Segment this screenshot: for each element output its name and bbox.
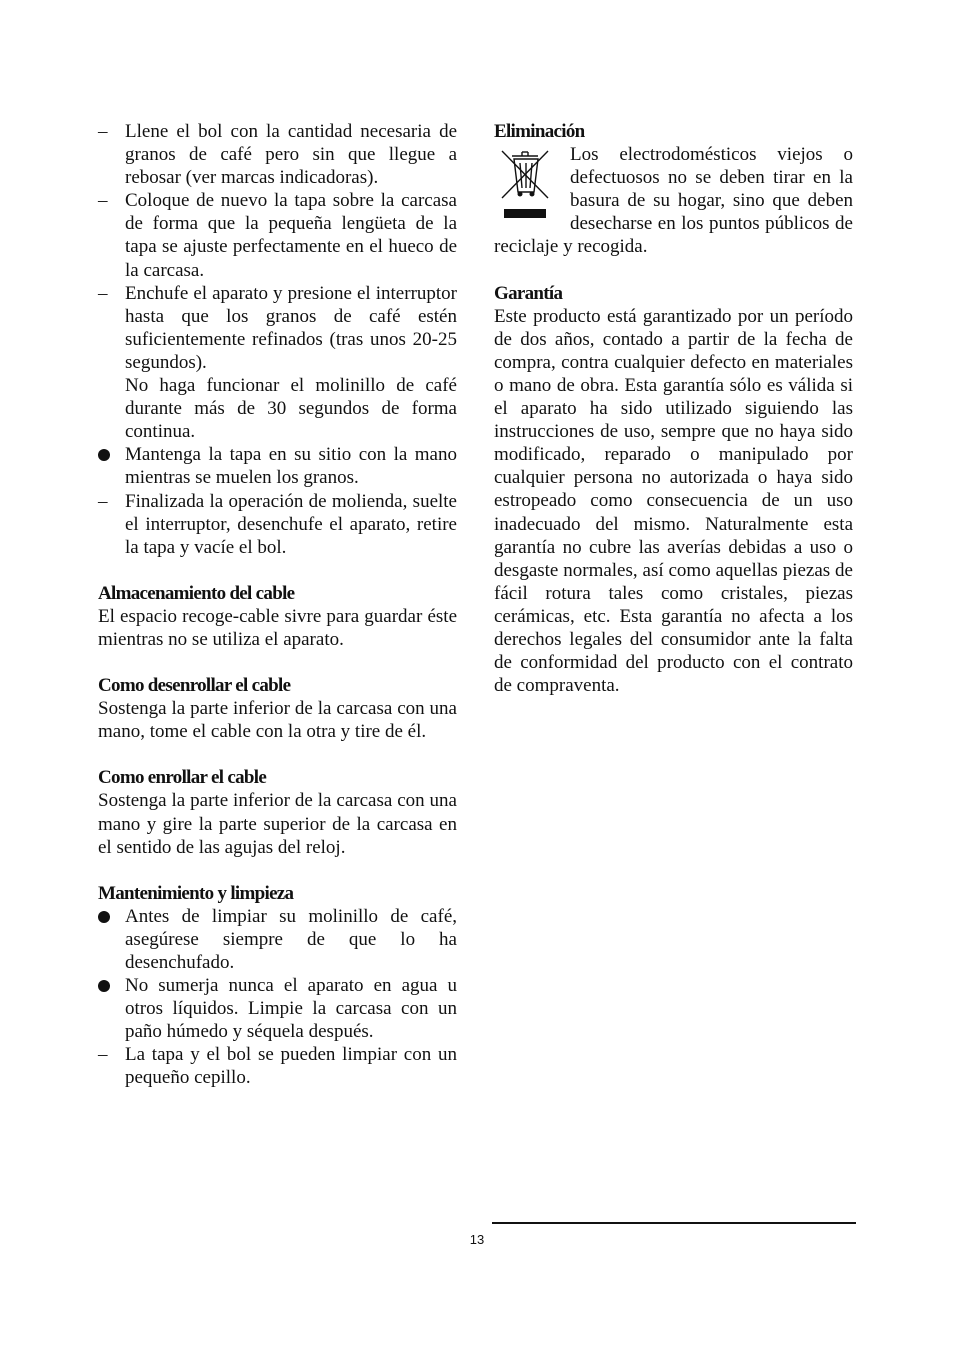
- dash-marker: –: [98, 490, 108, 512]
- list-item: [98, 490, 457, 559]
- list-item-text: La tapa y el bol se pueden limpiar con un pequeño cepillo.: [125, 1044, 457, 1089]
- list-item: [98, 974, 457, 1043]
- list-item-note: No haga funcionar el molinillo de café durante más de 30 segundos de forma continua.: [125, 375, 457, 443]
- maintenance-section: [98, 882, 457, 1090]
- cable-storage-section: [98, 582, 457, 651]
- dash-marker: –: [98, 121, 108, 142]
- disposal-section: [494, 120, 853, 259]
- section-heading: Almacenamiento del cable: [98, 582, 295, 604]
- section-heading: Como enrollar el cable: [98, 767, 267, 789]
- footer-divider: [492, 1222, 856, 1224]
- warranty-section: [494, 282, 853, 698]
- section-heading: Eliminación: [494, 121, 585, 142]
- list-item: [98, 905, 457, 974]
- warranty-paragraph: Este producto está garantizado por un período de dos años, contado a partir de la fecha de compra, contra cualquier defecto en materiales o mano de obra. Esta garantía sólo es válida si el aparato ha sido utilizado siguiendo las instrucciones de uso, sempre que no haya sido modificado, reparado o manipulado por cualquier persona no autorizada o haya sido estropeado como consecuencia de un uso inadecuado del mismo. Naturalmente esta garantía no cubre las averías debidas a uso o desgaste normales, así como aquellas piezas de fácil rotura tales como cristales, piezas cerámicas, etc. Esta garantía no afecta a los derechos legales del consumidor ante la falta de conformidad del producto con el contrato de compraventa.: [494, 305, 853, 697]
- section-paragraph: Sostenga la parte inferior de la carcasa con una mano y gire la parte superior de la carcasa en el sentido de las agujas del reloj.: [98, 790, 457, 858]
- dash-marker: –: [98, 282, 108, 304]
- section-paragraph: Sostenga la parte inferior de la carcasa con una mano, tome el cable con la otra y tire de él.: [98, 698, 457, 743]
- list-item-text: No sumerja nunca el aparato en agua u otros líquidos. Limpie la carcasa con un paño húmedo y séquela después.: [125, 975, 457, 1043]
- intro-steps-list: [98, 120, 457, 559]
- unwind-cable-section: [98, 674, 457, 743]
- wind-cable-section: [98, 766, 457, 858]
- disposal-paragraph: [494, 143, 853, 258]
- list-item: [98, 120, 457, 189]
- disposal-text: Los electrodomésticos viejos o defectuosos no se deben tirar en la basura de su hogar, sino que deben desecharse en los puntos públicos de reciclaje y recogida.: [494, 144, 853, 258]
- page-number: 13: [469, 1232, 485, 1247]
- list-item: [98, 189, 457, 281]
- section-heading: Garantía: [494, 282, 563, 304]
- list-item: [98, 1043, 457, 1089]
- list-item: [98, 282, 457, 444]
- list-item-text: Llene el bol con la cantidad necesaria de granos de café pero sin que llegue a rebosar (ver marcas indicadoras).: [125, 121, 457, 189]
- right-column: [494, 120, 853, 697]
- section-heading: Como desenrollar el cable: [98, 675, 291, 697]
- list-item-text: Antes de limpiar su molinillo de café, asegúrese siempre de que lo ha desenchufado.: [125, 905, 457, 973]
- dash-marker: –: [98, 190, 108, 212]
- dash-marker: –: [98, 1044, 108, 1066]
- section-paragraph: El espacio recoge-cable sivre para guardar éste mientras no se utiliza el aparato.: [98, 605, 457, 650]
- list-item-text: Coloque de nuevo la tapa sobre la carcasa de forma que la pequeña lengüeta de la tapa se ajuste perfectamente en el hueco de la carcasa.: [125, 190, 457, 281]
- bullet-dot-icon: [98, 974, 118, 998]
- list-item-text: Mantenga la tapa en su sitio con la mano mientras se muelen los granos.: [125, 444, 457, 489]
- section-heading: Mantenimiento y limpieza: [98, 882, 294, 904]
- left-column: [98, 120, 457, 1090]
- bullet-dot-icon: [98, 905, 118, 929]
- crossed-out-wheelie-bin-icon: [494, 146, 556, 222]
- bullet-dot-icon: [98, 443, 118, 467]
- list-item-text: Finalizada la operación de molienda, suelte el interruptor, desenchufe el aparato, retire la tapa y vacíe el bol.: [125, 490, 457, 558]
- list-item: [98, 443, 457, 489]
- list-item-text: Enchufe el aparato y presione el interruptor hasta que los granos de café estén suficientemente refinados (tras unos 20-25 segundos).: [125, 282, 457, 373]
